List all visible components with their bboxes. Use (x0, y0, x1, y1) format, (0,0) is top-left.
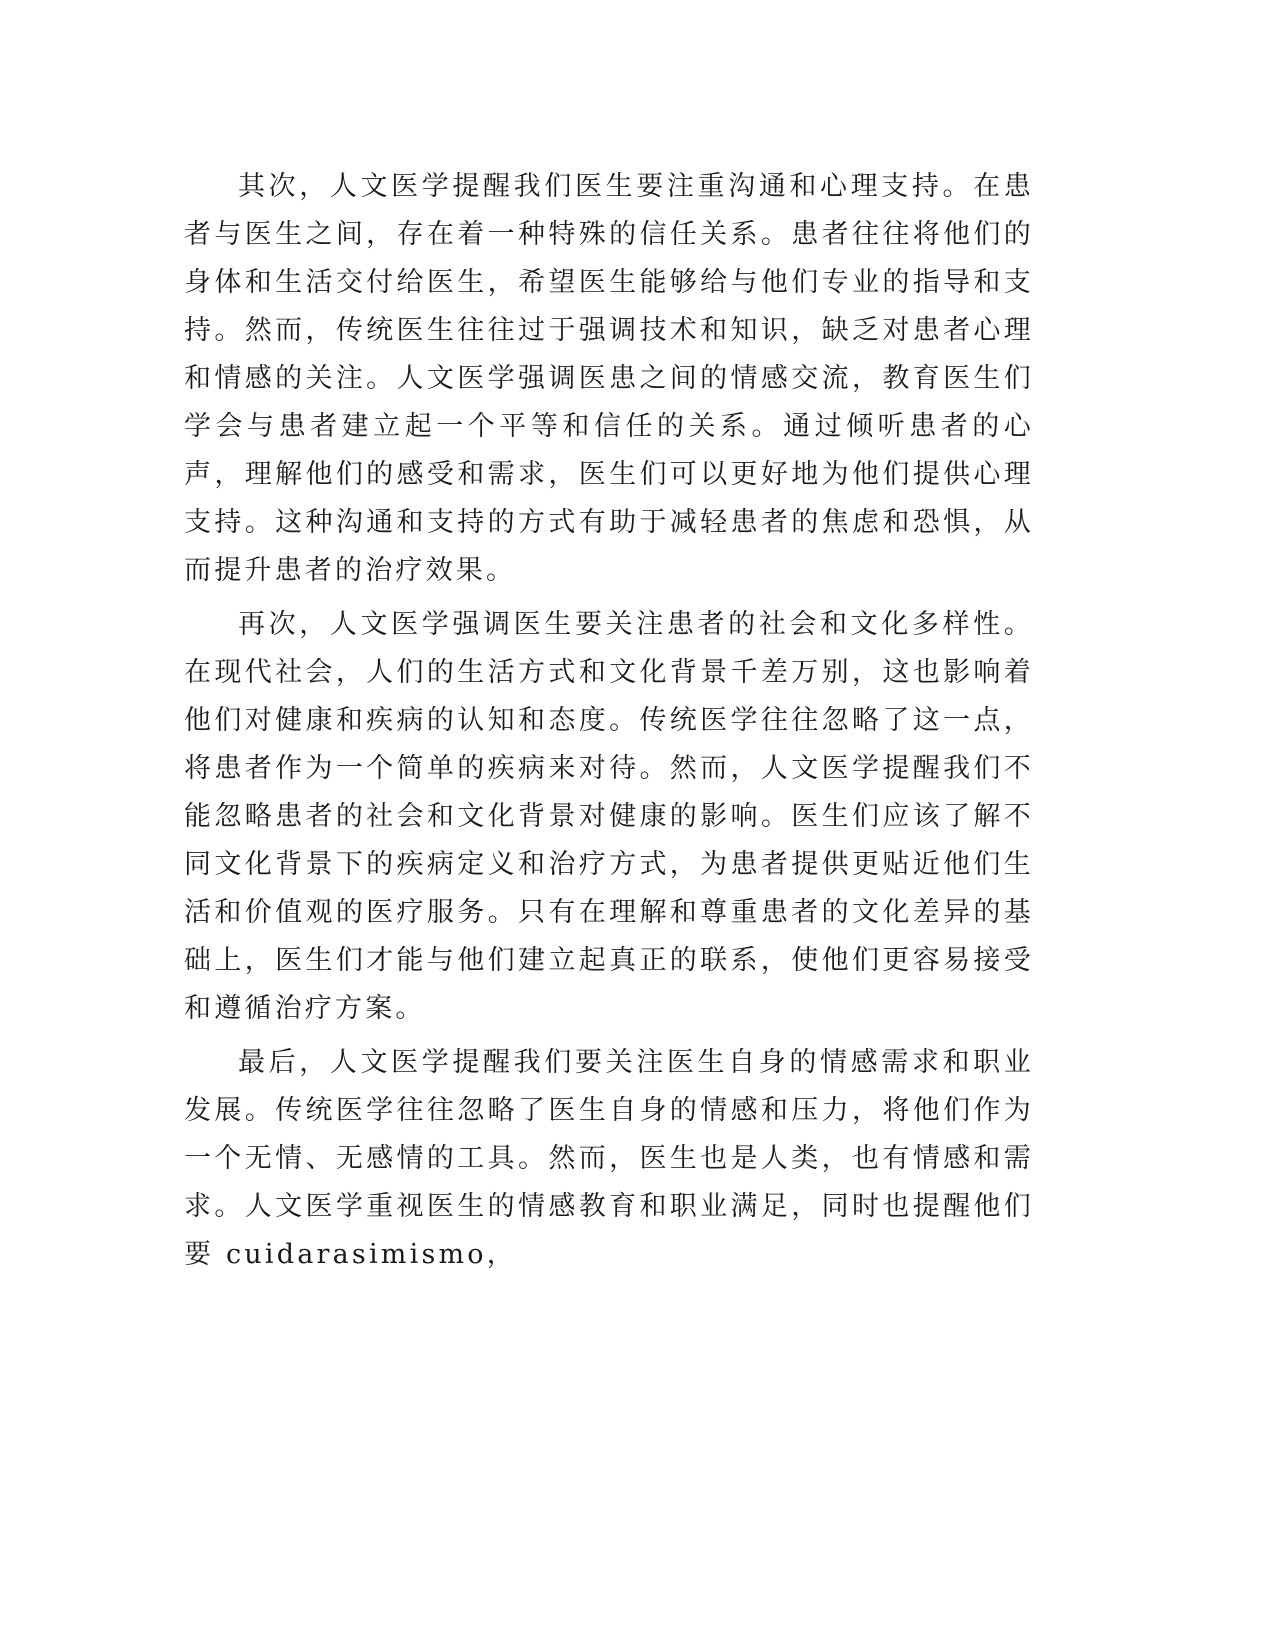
paragraph-cultural-diversity: 再次，人文医学强调医生要关注患者的社会和文化多样性。在现代社会，人们的生活方式和文化背景千差万别，这也影响着他们对健康和疾病的认知和态度。传统医学往往忽略了这一点，将患者作为一个简单的疾病来对待。然而，人文医学提醒我们不能忽略患者的社会和文化背景对健康的影响。医生们应该了解不同文化背景下的疾病定义和治疗方式，为患者提供更贴近他们生活和价值观的医疗服务。只有在理解和尊重患者的文化差异的基础上，医生们才能与他们建立起真正的联系，使他们更容易接受和遵循治疗方案。 (184, 609, 1034, 1024)
document-body (184, 163, 1034, 1283)
paragraph-communication: 其次，人文医学提醒我们医生要注重沟通和心理支持。在患者与医生之间，存在着一种特殊的信任关系。患者往往将他们的身体和生活交付给医生，希望医生能够给与他们专业的指导和支持。然而，传统医生往往过于强调技术和知识，缺乏对患者心理和情感的关注。人文医学强调医患之间的情感交流，教育医生们学会与患者建立起一个平等和信任的关系。通过倾听患者的心声，理解他们的感受和需求，医生们可以更好地为他们提供心理支持。这种沟通和支持的方式有助于减轻患者的焦虑和恐惧，从而提升患者的治疗效果。 (184, 171, 1034, 586)
paragraph-doctor-wellbeing: 最后，人文医学提醒我们要关注医生自身的情感需求和职业发展。传统医学往往忽略了医生自身的情感和压力，将他们作为一个无情、无感情的工具。然而，医生也是人类，也有情感和需求。人文医学重视医生的情感教育和职业满足，同时也提醒他们要 cuidarasimismo， (184, 1047, 1034, 1270)
